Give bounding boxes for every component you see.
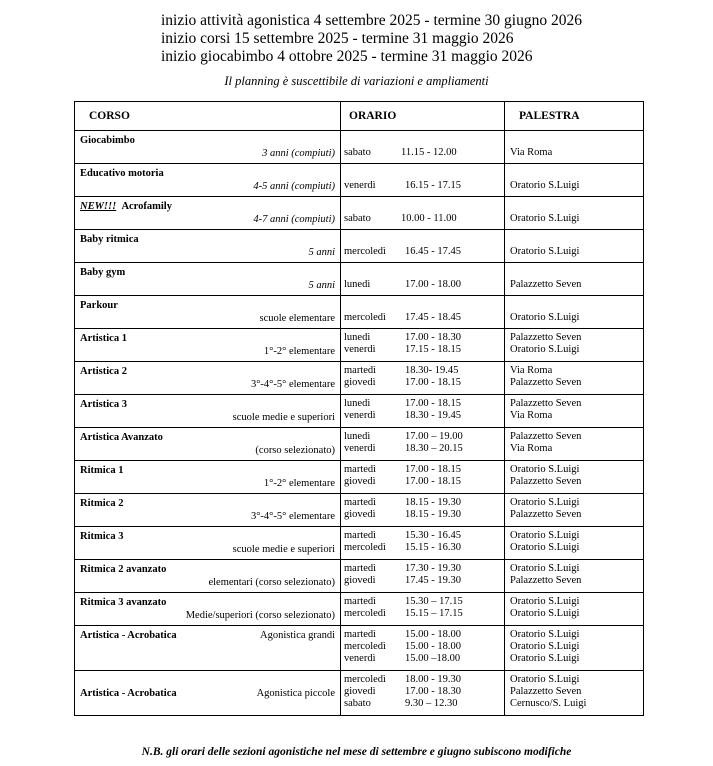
time-range: 15.15 - 16.30: [405, 542, 461, 553]
course-name: Artistica - Acrobatica: [80, 630, 177, 641]
orario-cell: [341, 671, 505, 716]
orario-cell: [341, 197, 505, 230]
palestra-name: Oratorio S.Luigi: [510, 674, 580, 685]
table-row: [75, 263, 644, 296]
palestra-name: Palazzetto Seven: [510, 575, 582, 586]
palestra-name: Oratorio S.Luigi: [510, 213, 580, 224]
schedule-line: [341, 147, 504, 159]
orario-cell: [341, 494, 505, 527]
schedule-line: [341, 312, 504, 324]
schedule-line: [341, 698, 504, 710]
palestra-cell: [505, 560, 644, 593]
col-header-palestra: PALESTRA: [505, 102, 644, 131]
palestra-name: Palazzetto Seven: [510, 431, 582, 442]
day-label: venerdì: [344, 410, 376, 421]
course-name: Artistica 2: [80, 366, 127, 377]
corso-cell: [75, 626, 341, 671]
time-range: 17.45 - 18.45: [405, 312, 461, 323]
corso-cell: [75, 263, 341, 296]
orario-cell: [341, 296, 505, 329]
palestra-name: Via Roma: [510, 410, 553, 421]
course-name: Educativo motoria: [80, 168, 164, 179]
corso-cell: [75, 560, 341, 593]
palestra-cell: [505, 461, 644, 494]
corso-cell: [75, 527, 341, 560]
time-range: 15.30 - 16.45: [405, 530, 461, 541]
day-label: venerdì: [344, 653, 376, 664]
course-subtitle: 3 anni (compiuti): [262, 148, 335, 159]
palestra-name: Oratorio S.Luigi: [510, 312, 580, 323]
palestra-name: Oratorio S.Luigi: [510, 497, 580, 508]
palestra-cell: [505, 296, 644, 329]
day-label: giovedì: [344, 509, 376, 520]
time-range: 17.15 - 18.15: [405, 344, 461, 355]
day-label: mercoledì: [344, 641, 386, 652]
schedule-line: [341, 464, 504, 476]
schedule-line: [341, 575, 504, 587]
table-row: [75, 671, 644, 716]
table-row: [75, 164, 644, 197]
schedule-line: [341, 596, 504, 608]
course-name: Artistica - Acrobatica: [80, 688, 177, 699]
orario-cell: [341, 230, 505, 263]
course-subtitle: 5 anni: [308, 247, 335, 258]
table-row: [75, 461, 644, 494]
table-row: [75, 197, 644, 230]
palestra-name: Oratorio S.Luigi: [510, 653, 580, 664]
course-name: Ritmica 1: [80, 465, 124, 476]
table-row: [75, 593, 644, 626]
course-subtitle: elementari (corso selezionato): [208, 577, 335, 588]
course-subtitle: 5 anni: [308, 280, 335, 291]
planning-note: Il planning è suscettibile di variazioni e ampliamenti: [224, 74, 489, 88]
schedule-line: [341, 410, 504, 422]
time-range: 17.00 - 18.15: [405, 476, 461, 487]
palestra-cell: [505, 428, 644, 461]
schedule-table: [74, 101, 644, 716]
palestra-name: Palazzetto Seven: [510, 279, 582, 290]
time-range: 17.30 - 19.30: [405, 563, 461, 574]
orario-cell: [341, 428, 505, 461]
corso-cell: [75, 197, 341, 230]
day-label: giovedì: [344, 575, 376, 586]
palestra-cell: [505, 593, 644, 626]
time-range: 9.30 – 12.30: [405, 698, 458, 709]
time-range: 18.00 - 19.30: [405, 674, 461, 685]
palestra-name: Palazzetto Seven: [510, 476, 582, 487]
corso-cell: [75, 593, 341, 626]
course-subtitle: scuole elementare: [259, 313, 335, 324]
table-row: [75, 230, 644, 263]
course-name: Ritmica 3 avanzato: [80, 597, 167, 608]
schedule-line: [341, 686, 504, 698]
course-name: Artistica Avanzato: [80, 432, 163, 443]
day-label: mercoledì: [344, 312, 386, 323]
day-label: sabato: [344, 213, 371, 224]
corso-cell: [75, 494, 341, 527]
day-label: martedì: [344, 596, 377, 607]
schedule-line: [341, 377, 504, 389]
course-subtitle: 1°-2° elementare: [263, 346, 335, 357]
palestra-cell: [505, 671, 644, 716]
schedule-line: [341, 279, 504, 291]
schedule-line: [341, 332, 504, 344]
orario-cell: [341, 395, 505, 428]
day-label: martedì: [344, 464, 377, 475]
schedule-line: [341, 653, 504, 665]
time-range: 15.00 - 18.00: [405, 629, 461, 640]
orario-cell: [341, 329, 505, 362]
course-name: Ritmica 2: [80, 498, 124, 509]
orario-cell: [341, 527, 505, 560]
time-range: 15.30 – 17.15: [405, 596, 463, 607]
course-name: Artistica 3: [80, 399, 127, 410]
course-subtitle: 4-5 anni (compiuti): [253, 181, 335, 192]
time-range: 18.30- 19.45: [405, 365, 459, 376]
schedule-line: [341, 443, 504, 455]
orario-cell: [341, 263, 505, 296]
time-range: 16.45 - 17.45: [405, 246, 461, 257]
course-subtitle: scuole medie e superiori: [232, 412, 335, 423]
time-range: 17.00 - 18.15: [405, 398, 461, 409]
schedule-line: [341, 365, 504, 377]
table-row: [75, 527, 644, 560]
table-row: [75, 329, 644, 362]
col-header-corso: CORSO: [75, 102, 341, 131]
palestra-name: Via Roma: [510, 147, 553, 158]
palestra-name: Via Roma: [510, 443, 553, 454]
time-range: 17.00 - 18.30: [405, 686, 461, 697]
table-row: [75, 362, 644, 395]
day-label: sabato: [344, 698, 371, 709]
time-range: 17.00 - 18.15: [405, 377, 461, 388]
new-tag: NEW!!!: [80, 201, 117, 212]
day-label: sabato: [344, 147, 371, 158]
orario-cell: [341, 461, 505, 494]
table-row: [75, 560, 644, 593]
palestra-name: Oratorio S.Luigi: [510, 246, 580, 257]
orario-cell: [341, 362, 505, 395]
day-label: mercoledì: [344, 608, 386, 619]
time-range: 18.15 - 19.30: [405, 497, 461, 508]
course-subtitle: Medie/superiori (corso selezionato): [185, 610, 335, 621]
day-label: mercoledì: [344, 246, 386, 257]
table-row: [75, 428, 644, 461]
day-label: venerdì: [344, 344, 376, 355]
day-label: venerdì: [344, 443, 376, 454]
corso-cell: [75, 428, 341, 461]
corso-cell: [75, 296, 341, 329]
day-label: giovedì: [344, 377, 376, 388]
header-line-1: inizio attività agonistica 4 settembre 2025 - termine 30 giugno 2026: [161, 12, 582, 29]
schedule-line: [341, 476, 504, 488]
schedule-line: [341, 344, 504, 356]
palestra-name: Palazzetto Seven: [510, 398, 582, 409]
table-row: [75, 626, 644, 671]
orario-cell: [341, 593, 505, 626]
col-header-orario: ORARIO: [341, 102, 505, 131]
footer-note: N.B. gli orari delle sezioni agonistiche nel mese di settembre e giugno subiscono modifiche: [141, 746, 572, 758]
schedule-line: [341, 509, 504, 521]
palestra-name: Cernusco/S. Luigi: [510, 698, 587, 709]
palestra-cell: [505, 164, 644, 197]
table-row: [75, 395, 644, 428]
table-row: [75, 494, 644, 527]
time-range: 15.15 – 17.15: [405, 608, 463, 619]
course-subtitle: Agonistica grandi: [260, 630, 335, 641]
course-name: Giocabimbo: [80, 135, 135, 146]
course-subtitle: scuole medie e superiori: [232, 544, 335, 555]
schedule-line: [341, 641, 504, 653]
table-header-row: [75, 102, 644, 131]
day-label: martedì: [344, 497, 377, 508]
schedule-line: [341, 563, 504, 575]
schedule-line: [341, 629, 504, 641]
corso-cell: [75, 671, 341, 716]
schedule-line: [341, 398, 504, 410]
palestra-cell: [505, 263, 644, 296]
palestra-cell: [505, 362, 644, 395]
corso-cell: [75, 329, 341, 362]
palestra-name: Oratorio S.Luigi: [510, 464, 580, 475]
time-range: 17.00 - 18.30: [405, 332, 461, 343]
time-range: 15.00 –18.00: [405, 653, 461, 664]
day-label: martedì: [344, 530, 377, 541]
day-label: lunedì: [344, 431, 371, 442]
course-name: Ritmica 3: [80, 531, 124, 542]
time-range: 11.15 - 12.00: [401, 147, 457, 158]
palestra-name: Oratorio S.Luigi: [510, 641, 580, 652]
time-range: 17.00 – 19.00: [405, 431, 463, 442]
time-range: 15.00 - 18.00: [405, 641, 461, 652]
orario-cell: [341, 626, 505, 671]
course-subtitle: (corso selezionato): [255, 445, 335, 456]
palestra-name: Oratorio S.Luigi: [510, 563, 580, 574]
day-label: giovedì: [344, 476, 376, 487]
schedule-line: [341, 542, 504, 554]
course-subtitle: 3°-4°-5° elementare: [250, 511, 335, 522]
palestra-cell: [505, 395, 644, 428]
palestra-cell: [505, 230, 644, 263]
palestra-name: Palazzetto Seven: [510, 686, 582, 697]
palestra-name: Oratorio S.Luigi: [510, 608, 580, 619]
course-name: Parkour: [80, 300, 118, 311]
schedule-line: [341, 497, 504, 509]
palestra-name: Oratorio S.Luigi: [510, 530, 580, 541]
table-row: [75, 296, 644, 329]
palestra-cell: [505, 131, 644, 164]
palestra-cell: [505, 626, 644, 671]
time-range: 18.30 - 19.45: [405, 410, 461, 421]
schedule-line: [341, 608, 504, 620]
course-subtitle: 4-7 anni (compiuti): [253, 214, 335, 225]
time-range: 18.15 - 19.30: [405, 509, 461, 520]
palestra-name: Oratorio S.Luigi: [510, 344, 580, 355]
course-subtitle: 1°-2° elementare: [263, 478, 335, 489]
palestra-name: Oratorio S.Luigi: [510, 180, 580, 191]
palestra-cell: [505, 329, 644, 362]
time-range: 17.45 - 19.30: [405, 575, 461, 586]
palestra-name: Oratorio S.Luigi: [510, 596, 580, 607]
table-row: [75, 131, 644, 164]
palestra-cell: [505, 527, 644, 560]
day-label: lunedì: [344, 332, 371, 343]
palestra-cell: [505, 494, 644, 527]
day-label: venerdì: [344, 180, 376, 191]
orario-cell: [341, 560, 505, 593]
course-name: Ritmica 2 avanzato: [80, 564, 167, 575]
day-label: martedì: [344, 563, 377, 574]
time-range: 10.00 - 11.00: [401, 213, 457, 224]
palestra-name: Palazzetto Seven: [510, 509, 582, 520]
day-label: giovedì: [344, 686, 376, 697]
course-name: Artistica 1: [80, 333, 127, 344]
palestra-name: Via Roma: [510, 365, 553, 376]
day-label: mercoledì: [344, 674, 386, 685]
corso-cell: [75, 461, 341, 494]
course-name: Acrofamily: [121, 201, 172, 212]
palestra-name: Palazzetto Seven: [510, 332, 582, 343]
header-line-3: inizio giocabimbo 4 ottobre 2025 - termine 31 maggio 2026: [161, 48, 533, 65]
course-name: Baby gym: [80, 267, 126, 278]
corso-cell: [75, 230, 341, 263]
corso-cell: [75, 362, 341, 395]
schedule-line: [341, 530, 504, 542]
schedule-line: [341, 431, 504, 443]
schedule-line: [341, 180, 504, 192]
palestra-name: Oratorio S.Luigi: [510, 629, 580, 640]
day-label: lunedì: [344, 279, 371, 290]
course-name: Baby ritmica: [80, 234, 139, 245]
orario-cell: [341, 131, 505, 164]
schedule-line: [341, 674, 504, 686]
day-label: lunedì: [344, 398, 371, 409]
corso-cell: [75, 395, 341, 428]
corso-cell: [75, 131, 341, 164]
orario-cell: [341, 164, 505, 197]
schedule-line: [341, 246, 504, 258]
corso-cell: [75, 164, 341, 197]
time-range: 16.15 - 17.15: [405, 180, 461, 191]
time-range: 17.00 - 18.15: [405, 464, 461, 475]
header-line-2: inizio corsi 15 settembre 2025 - termine 31 maggio 2026: [161, 30, 514, 47]
course-subtitle: Agonistica piccole: [256, 688, 335, 699]
course-subtitle: 3°-4°-5° elementare: [250, 379, 335, 390]
time-range: 18.30 – 20.15: [405, 443, 463, 454]
day-label: martedì: [344, 629, 377, 640]
palestra-cell: [505, 197, 644, 230]
day-label: mercoledì: [344, 542, 386, 553]
palestra-name: Oratorio S.Luigi: [510, 542, 580, 553]
time-range: 17.00 - 18.00: [405, 279, 461, 290]
schedule-line: [341, 213, 504, 225]
day-label: martedì: [344, 365, 377, 376]
palestra-name: Palazzetto Seven: [510, 377, 582, 388]
course-name-line: [80, 200, 335, 213]
